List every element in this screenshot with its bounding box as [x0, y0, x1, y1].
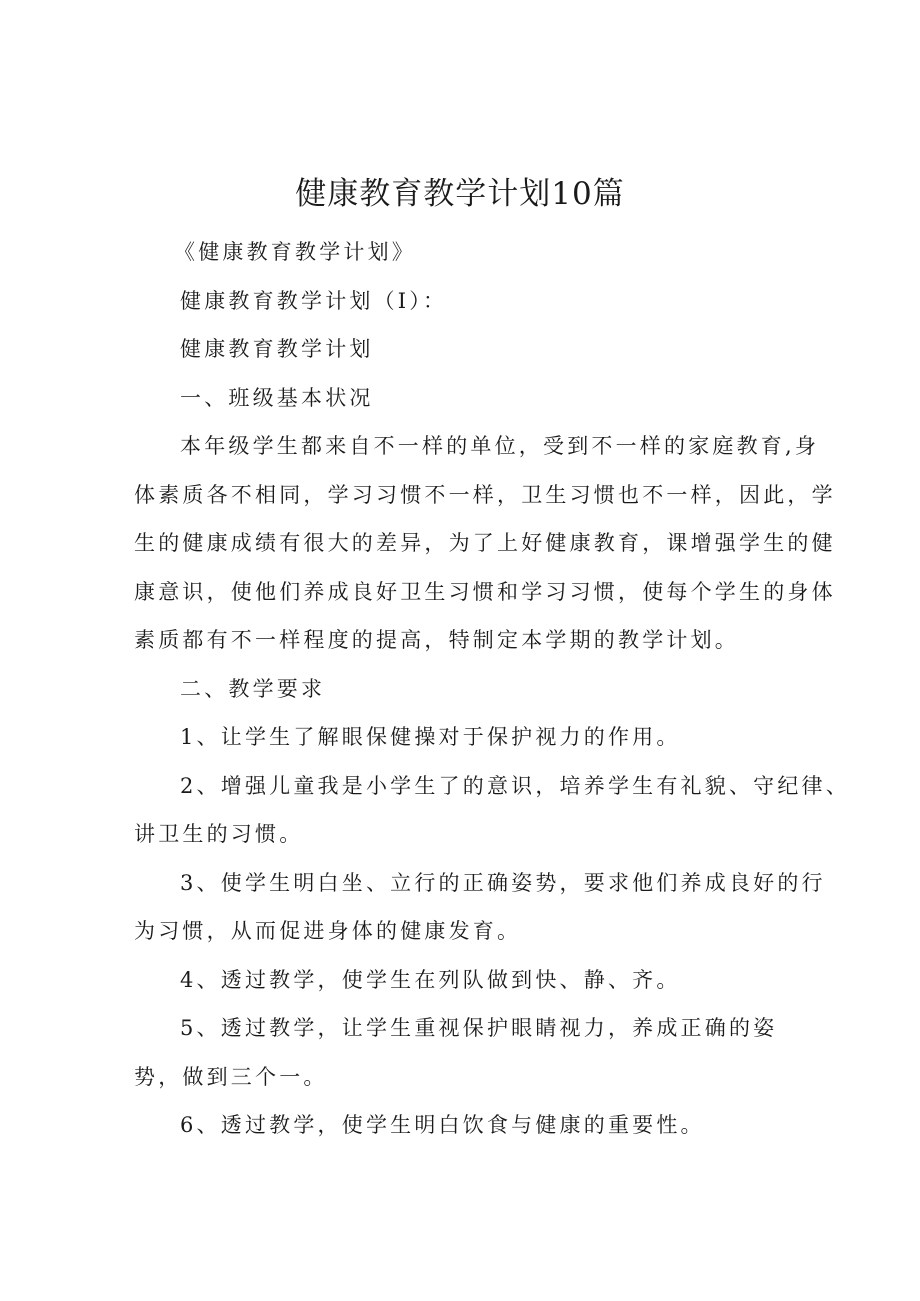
paragraph-line: 康意识，使他们养成良好卫生习惯和学习习惯，使每个学生的身体	[134, 579, 836, 604]
section-heading: 一、班级基本状况	[180, 385, 374, 410]
list-item: 1、让学生了解眼保健操对于保护视力的作用。	[180, 725, 681, 749]
section-heading: 二、教学要求	[180, 676, 326, 701]
paragraph-line: 生的健康成绩有很大的差异，为了上好健康教育，课增强学生的健	[134, 531, 836, 555]
list-item: 6、透过教学，使学生明白饮食与健康的重要性。	[180, 1113, 705, 1137]
section-heading: 健康教育教学计划	[180, 337, 374, 361]
subtitle-line: 《健康教育教学计划》	[174, 240, 416, 264]
list-item: 5、透过教学，让学生重视保护眼睛视力，养成正确的姿	[180, 1016, 778, 1040]
list-item: 4、透过教学，使学生在列队做到快、静、齐。	[180, 967, 681, 992]
list-item-continuation: 为习惯，从而促进身体的健康发育。	[134, 919, 522, 943]
list-item: 3、使学生明白坐、立行的正确姿势，要求他们养成良好的行	[180, 870, 826, 895]
list-item-continuation: 讲卫生的习惯。	[134, 822, 304, 846]
section-heading: 健康教育教学计划（I）：	[180, 288, 448, 313]
document-title: 健康教育教学计划10篇	[295, 176, 625, 212]
document-body	[134, 228, 850, 1150]
paragraph-line: 本年级学生都来自不一样的单位，受到不一样的家庭教育,身	[180, 434, 820, 458]
list-item-continuation: 势，做到三个一。	[134, 1064, 328, 1089]
list-item: 2、增强儿童我是小学生了的意识，培养学生有礼貌、守纪律、	[180, 773, 850, 798]
paragraph-line: 体素质各不相同，学习习惯不一样，卫生习惯也不一样，因此，学	[134, 482, 836, 507]
paragraph-line: 素质都有不一样程度的提高，特制定本学期的教学计划。	[134, 628, 739, 652]
